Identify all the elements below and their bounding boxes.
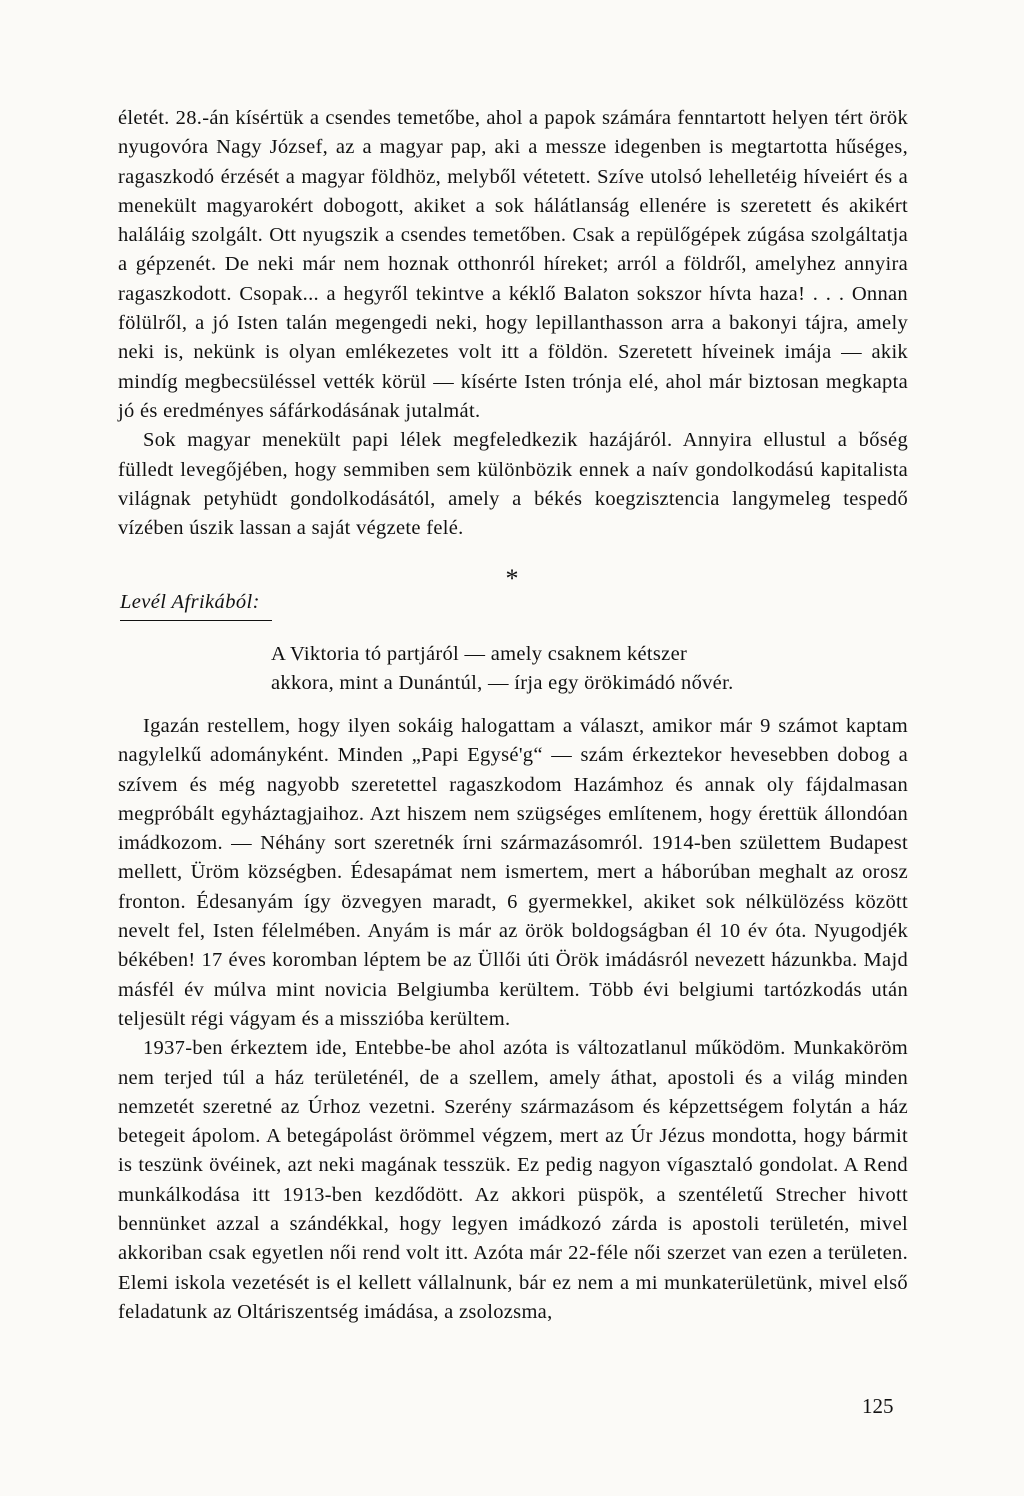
section-separator: *: [505, 564, 519, 593]
page-number: 125: [862, 1394, 894, 1418]
section-label: Levél Afrikából:: [120, 591, 272, 621]
letter-subtitle: [271, 640, 871, 699]
top-text-block: [118, 104, 908, 543]
paragraph-letter-intro: Igazán restellem, hogy ilyen sokáig halogattam a választ, amikor már 9 számot kaptam nagylelkű adományként. Minden „Papi Egysé'g“ — szám érkeztekor hevesebben dobog a szívem és még nagyobb szeretettel ragaszkodom Hazámhoz és annak oly fájdalmasan megpróbált egyháztagjaihoz. Azt hiszem nem szügséges említenem, hogy érettük állondóan imádkozom. — Néhány sort szeretnék írni származásomról. 1914-ben születtem Budapest mellett, Üröm községben. Édesapámat nem ismertem, mert a háborúban meghalt az orosz fronton. Édesanyám így özvegyen maradt, 6 gyermekkel, akiket sok nélkülözéss között nevelt fel, Isten félelmében. Anyám is már az örök boldogságban él 10 év óta. Nyugodjék békében! 17 éves koromban léptem be az Üllői úti Örök imádásról nevezett házunkba. Majd másfél év múlva mint novicia Belgiumba kerültem. Több évi belgiumi tartózkodás után teljesült régi vágyam és a misszióba kerültem.: [118, 715, 908, 1030]
subtitle-line: akkora, mint a Dunántúl, — írja egy örökimádó nővér.: [271, 672, 734, 695]
paragraph-funeral: életét. 28.-án kísértük a csendes temetőbe, ahol a papok számára fenntartott helyen tért örök nyugovóra Nagy József, az a magyar pap, aki a messze idegenben is megtartotta hűséges, ragaszkodó érzését a magyar földhöz, melyből vétetett. Szíve utolsó lehelletéig híveiért és a menekült magyarokért dobogott, akiket a sok hálátlanság ellenére is szeretett és akikért haláláig szolgált. Ott nyugszik a csendes temetőben. Csak a repülőgépek zúgása szolgáltatja a gépzenét. De neki már nem hoznak otthonról híreket; arról a földről, amelyhez annyira ragaszkodott. Csopak... a hegyről tekintve a kéklő Balaton sokszor hívta haza! . . . Onnan fölülről, a jó Isten talán megengedi neki, hogy lepillanthasson arra a bakonyi tájra, amely neki is, nekünk is olyan emlékezetes volt itt a földön. Szeretett híveinek imája — akik mindíg megbecsüléssel vették körül — kísérte Isten trónja elé, ahol már biztosan megkapta jó és eredményes sáfárkodásának jutalmát.: [118, 107, 908, 422]
paragraph-emigrant-priests: Sok magyar menekült papi lélek megfeledkezik hazájáról. Annyira ellustul a bőség fülledt levegőjében, hogy semmiben sem különbözik ennek a naív gondolkodású kapitalista világnak petyhüdt gondolkodásától, amely a békés koegzisztencia langymeleg tespedő vízében úszik lassan a saját végzete felé.: [118, 429, 908, 540]
letter-text-block: [118, 712, 908, 1327]
subtitle-line: A Viktoria tó partjáról — amely csaknem kétszer: [271, 643, 688, 665]
paragraph-letter-mission: 1937-ben érkeztem ide, Entebbe-be ahol azóta is változatlanul működöm. Munkaköröm nem terjed túl a ház területénél, de a szellem, amely áthat, apostoli és a világ minden nemzetét szeretné az Úrhoz vezetni. Szerény származásom és képzettségem folytán a ház betegeit ápolom. A betegápolást örömmel végzem, mert az Úr Jézus mondotta, hogy bármit is teszünk övéinek, azt neki magának tesszük. Ez pedig nagyon vígasztaló gondolat. A Rend munkálkodása itt 1913-ben kezdődött. Az akkori püspök, a szentéletű Strecher hivott bennünket azzal a szándékkal, hogy legyen imádkozó zárda is apostoli területén, mivel akkoriban csak egyetlen női rend volt itt. Azóta már 22-féle női szerzet van ezen a területen. Elemi iskola vezetését is el kellett vállalnunk, bár ez nem a mi munkaterületünk, mivel első feladatunk az Oltáriszentség imádása, a zsolozsma,: [118, 1037, 908, 1323]
